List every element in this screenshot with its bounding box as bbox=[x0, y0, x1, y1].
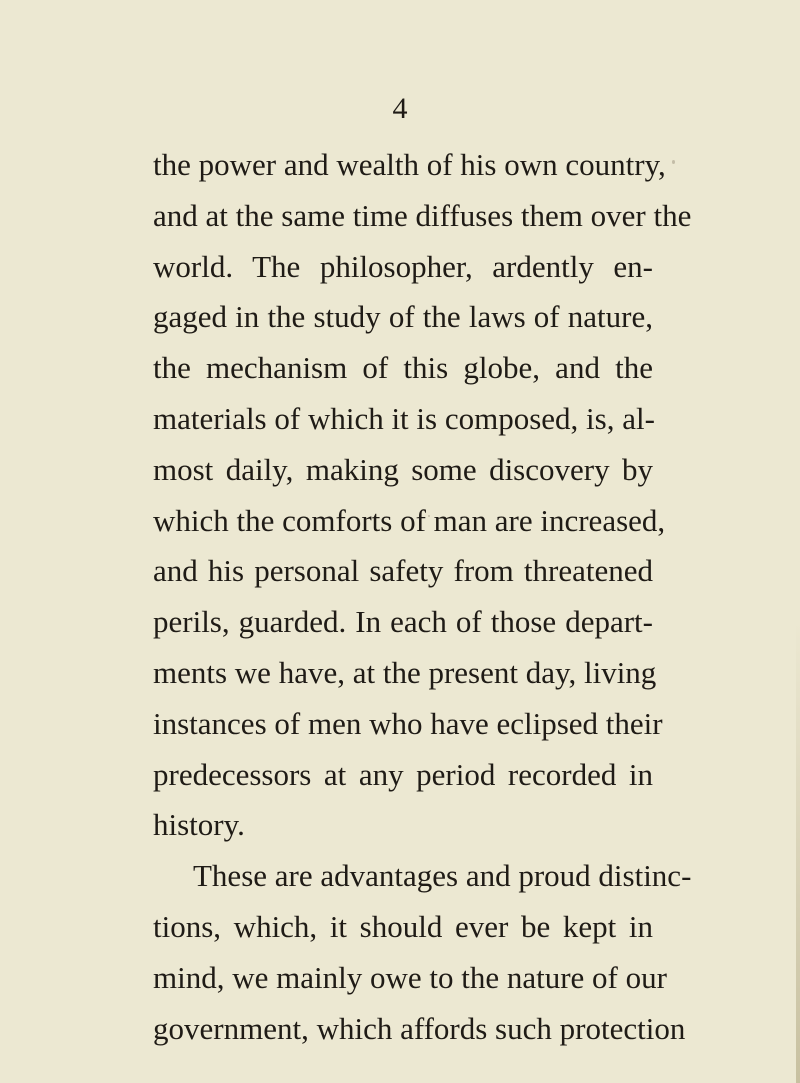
text-line: and at the same time diffuses them over the bbox=[153, 197, 692, 233]
text-line: ments we have, at the present day, living bbox=[153, 654, 657, 690]
page-edge-shadow bbox=[796, 620, 800, 1083]
page-number: 4 bbox=[392, 92, 408, 125]
paper-speck bbox=[428, 515, 430, 517]
text-line: predecessors at any period recorded in bbox=[153, 756, 653, 792]
text-line: most daily, making some discovery by bbox=[153, 451, 653, 487]
text-line: the mechanism of this globe, and the bbox=[153, 350, 653, 386]
text-line: government, which affords such protection bbox=[153, 1010, 686, 1046]
text-line: tions, which, it should ever be kept in bbox=[153, 908, 653, 944]
paper-speck bbox=[532, 680, 534, 682]
text-line: the power and wealth of his own country, bbox=[153, 147, 666, 182]
text-line: These are advantages and proud distinc- bbox=[193, 858, 692, 894]
text-line: which the comforts of man are increased, bbox=[153, 502, 666, 538]
text-line: and his personal safety from threatened bbox=[153, 553, 653, 589]
text-line: materials of which it is composed, is, al- bbox=[153, 400, 655, 436]
text-line: mind, we mainly owe to the nature of our bbox=[153, 959, 667, 995]
text-line: world. The philosopher, ardently en- bbox=[153, 248, 653, 284]
body-text bbox=[153, 140, 692, 1054]
text-line: history. bbox=[153, 807, 245, 843]
text-line: gaged in the study of the laws of nature, bbox=[153, 299, 653, 335]
paper-speck bbox=[672, 160, 675, 164]
text-line: instances of men who have eclipsed their bbox=[153, 705, 663, 741]
text-line: perils, guarded. In each of those depart- bbox=[153, 604, 653, 640]
